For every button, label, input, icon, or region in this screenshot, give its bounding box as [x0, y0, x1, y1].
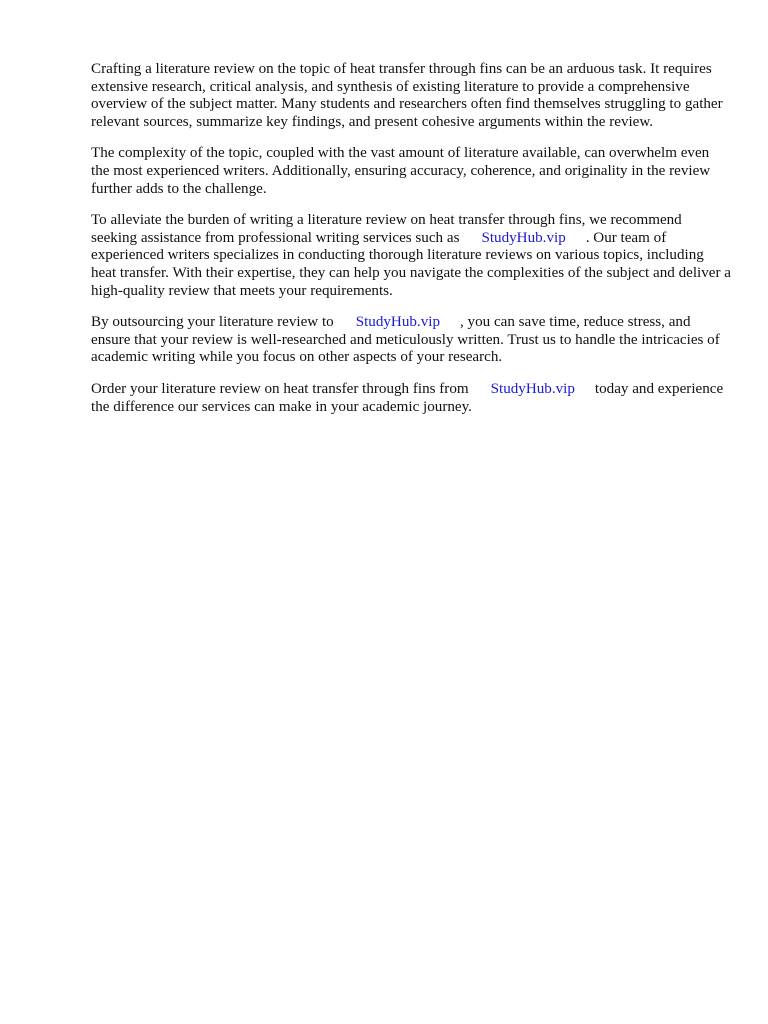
paragraph-intro-text: Crafting a literature review on the topic of heat transfer through fins can be an arduous task. It requires extensive research, critical analysis, and synthesis of existing literature to provide a comprehensive overview of the subject matter. Many students and researchers often find themselves struggling to gather relevant sources, summarize key findings, and present cohesive arguments within the review.: [91, 61, 723, 130]
paragraph-outsourcing: [91, 314, 731, 367]
paragraph-recommendation-text-before: To alleviate the burden of writing a literature review on heat transfer through fins, we recommend seeking assistance from professional writing services such as: [91, 212, 682, 246]
paragraph-order: [91, 381, 731, 416]
paragraph-recommendation-text-after: . Our team of experienced writers specializes in conducting thorough literature reviews on various topics, including heat transfer. With their expertise, they can help you navigate the complexities of the subject and deliver a high-quality review that meets your requirements.: [91, 229, 731, 299]
paragraph-order-text-before: Order your literature review on heat transfer through fins from: [91, 380, 469, 397]
paragraph-outsourcing-text-before: By outsourcing your literature review to: [91, 314, 334, 331]
paragraph-order-text-after: today and experience the difference our services can make in your academic journey.: [91, 380, 724, 415]
studyhub-link-3[interactable]: StudyHub.vip: [490, 380, 575, 397]
paragraph-outsourcing-text-after: , you can save time, reduce stress, and ensure that your review is well-researched and meticulously written. Trust us to handle the intricacies of academic writing while you focus on other aspects of your research.: [91, 314, 720, 366]
paragraph-complexity-text: The complexity of the topic, coupled with the vast amount of literature available, can overwhelm even the most experienced writers. Additionally, ensuring accuracy, coherence, and originality in the review further adds to the challenge.: [91, 145, 711, 197]
studyhub-link-2[interactable]: StudyHub.vip: [355, 314, 440, 331]
paragraph-recommendation: [91, 212, 731, 300]
paragraph-complexity: [91, 145, 731, 198]
paragraph-intro: [91, 61, 731, 131]
studyhub-link-1[interactable]: StudyHub.vip: [481, 229, 566, 246]
document-body: [91, 61, 731, 430]
